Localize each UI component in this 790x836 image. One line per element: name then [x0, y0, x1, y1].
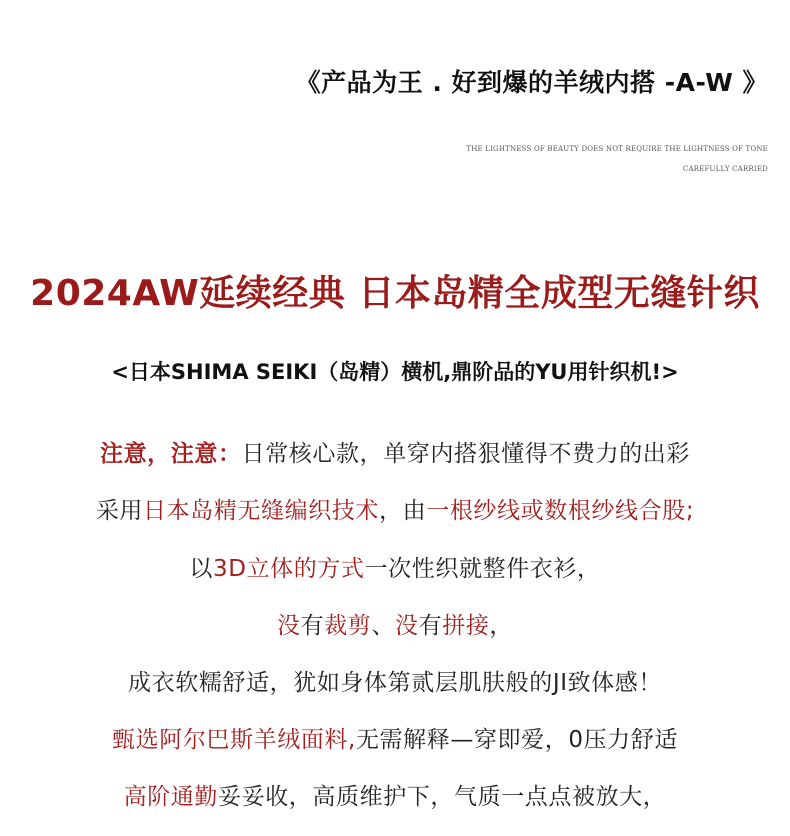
highlight-text: 拼接: [442, 613, 490, 639]
highlight-text: 甄选阿尔巴斯羊绒面料,: [112, 727, 356, 753]
body-text: 日常核心款，单穿内搭狠懂得不费力的出彩: [241, 441, 690, 467]
body-text: 成衣软糯舒适，犹如身体第贰层肌肤般的JI致体感！: [128, 670, 662, 696]
header-title: 《产品为王 . 好到爆的羊绒内搭 -A-W 》: [295, 68, 768, 97]
body-text: 有: [418, 613, 443, 639]
body-text: 采用: [95, 498, 144, 524]
body-text: 有: [300, 613, 325, 639]
headline: 2024AW延续经典 日本岛精全成型无缝针织: [30, 273, 760, 314]
body-text: 一次性织就整件衣衫，: [364, 556, 601, 582]
highlight-text: 3D立体的方式: [213, 556, 365, 582]
body-text: 无需解释—穿即爱，0压力舒适: [355, 727, 678, 753]
body-line-4: [0, 607, 790, 640]
body-text: ，由: [379, 498, 427, 524]
body-text: ，: [489, 613, 514, 639]
body-line-1: [0, 435, 790, 468]
highlight-text: 一根纱线或数根纱线合股;: [426, 498, 695, 524]
highlight-text: 没: [276, 613, 301, 639]
highlight-text: 没: [395, 613, 419, 639]
header-tagline-1: THE LIGHTNESS OF BEAUTY DOES NOT REQUIRE THE LIGHTNESS OF TONE: [466, 145, 768, 153]
highlight-text: 裁剪: [324, 613, 372, 639]
header-tagline-2: CAREFULLY CARRIED: [682, 165, 768, 173]
body-line-5: [0, 664, 790, 697]
body-line-6: [0, 721, 790, 754]
body-text: 以: [189, 556, 214, 582]
highlight-text: 日本岛精无缝编织技术: [143, 498, 380, 524]
body-text: 妥妥收，高质维护下，气质一点点被放大，: [218, 784, 667, 810]
subheadline: <日本SHIMA SEIKI（岛精）横机,鼎阶品的YU用针织机!>: [111, 360, 679, 384]
body-text: 、: [371, 613, 395, 639]
highlight-text: 高阶通勤: [123, 784, 218, 810]
attention-label: 注意，注意：: [99, 441, 242, 467]
body-line-7: [0, 778, 790, 811]
body-line-2: [0, 492, 790, 525]
body-line-3: [0, 550, 790, 583]
